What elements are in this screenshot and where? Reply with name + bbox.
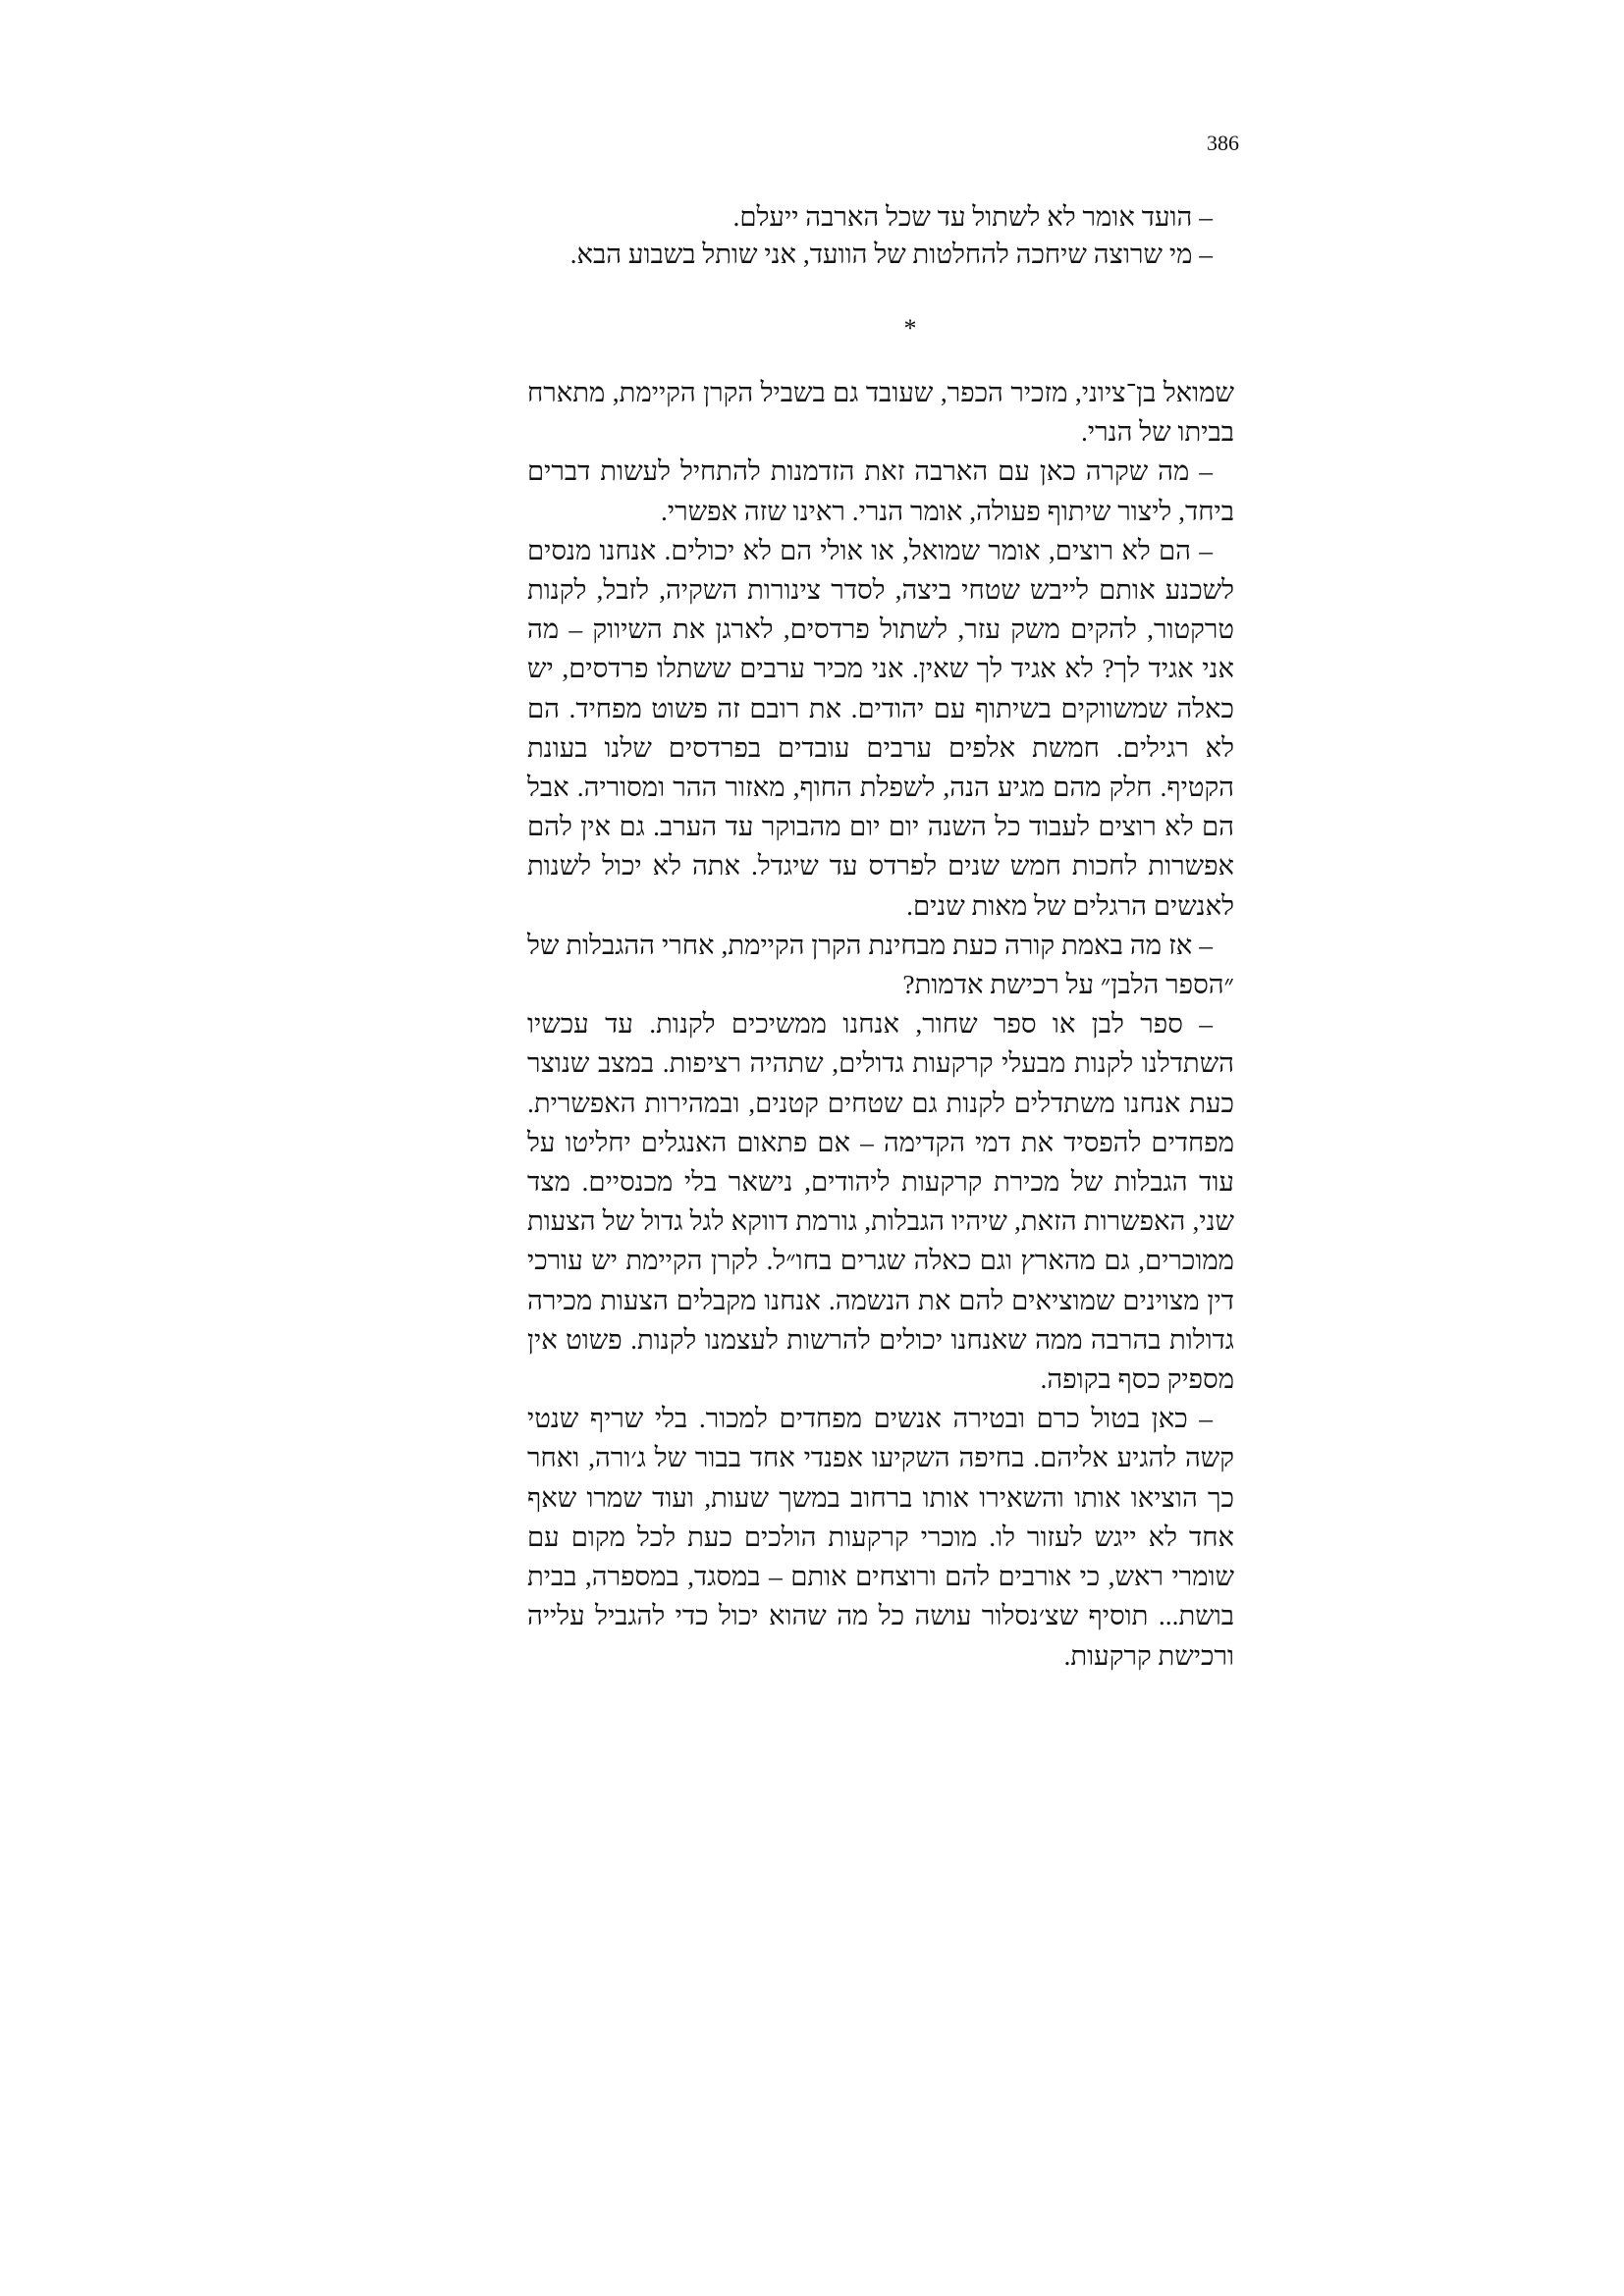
page-number: 386 — [1207, 131, 1239, 155]
dialog-line: – מי שרוצה שיחכה להחלטות של הוועד, אני שותל בשבוע הבא. — [569, 239, 1213, 269]
section-separator-asterisk: * — [903, 314, 917, 343]
paragraph: – מה שקרה כאן עם הארבה זאת הזדמנות להתחיל לעשות דברים ביחד, ליצור שיתוף פעולה, אומר הנרי. ראינו שזה אפשרי. — [527, 455, 1234, 526]
paragraph: שמואל בן־ציוני, מזכיר הכפר, שעובד גם בשביל הקרן הקיימת, מתארח בביתו של הנרי. — [527, 377, 1234, 448]
paragraph: – אז מה באמת קורה כעת מבחינת הקרן הקיימת, אחרי ההגבלות של ״הספר הלבן״ על רכישת אדמות? — [527, 929, 1234, 1000]
paragraph: – כאן בטול כרם ובטירה אנשים מפחדים למכור. בלי שריף שנטי קשה להגיע אליהם. בחיפה השקיעו אפנדי אחד בבור של ג׳ורה, ואחר כך הוציאו אותו והשאירו אותו ברחוב במשך שעות, ועוד שמרו שאף אחד לא ייגש לעזור לו. מוכרי קרקעות הולכים כעת לכל מקום עם שומרי ראש, כי אורבים להם ורוצחים אותם – במסגד, במספרה, בבית בושת... תוסיף שצ׳נסלור עושה כל מה שהוא יכול כדי להגביל עלייה ורכישת קרקעות. — [527, 1403, 1234, 1671]
text-column — [527, 198, 1234, 1676]
body-text — [527, 373, 1234, 1676]
paragraph: – הם לא רוצים, אומר שמואל, או אולי הם לא יכולים. אנחנו מנסים לשכנע אותם לייבש שטחי ביצה, לסדר צינורות השקיה, לזבל, לקנות טרקטור, להקים משק עזר, לשתול פרדסים, לארגן את השיווק – מה אני אגיד לך? לא אגיד לך שאין. אני מכיר ערבים ששתלו פרדסים, יש כאלה שמשווקים בשיתוף עם יהודים. את רובם זה פשוט מפחיד. הם לא רגילים. חמשת אלפים ערבים עובדים בפרדסים שלנו בעונת הקטיף. חלק מהם מגיע הנה, לשפלת החוף, מאזור ההר ומסוריה. אבל הם לא רוצים לעבוד כל השנה יום יום מהבוקר עד הערב. גם אין להם אפשרות לחכות חמש שנים לפרדס עד שיגדל. אתה לא יכול לשנות לאנשים הרגלים של מאות שנים. — [527, 534, 1234, 921]
paragraph: – ספר לבן או ספר שחור, אנחנו ממשיכים לקנות. עד עכשיו השתדלנו לקנות מבעלי קרקעות גדולים, שתהיה רציפות. במצב שנוצר כעת אנחנו משתדלים לקנות גם שטחים קטנים, ובמהירות האפשרית. מפחדים להפסיד את דמי הקדימה – אם פתאום האנגלים יחליטו על עוד הגבלות של מכירת קרקעות ליהודים, נישאר בלי מכנסיים. מצד שני, האפשרות הזאת, שיהיו הגבלות, גורמת דווקא לגל גדול של הצעות ממוכרים, גם מהארץ וגם כאלה שגרים בחו״ל. לקרן הקיימת יש עורכי דין מצוינים שמוציאים להם את הנשמה. אנחנו מקבלים הצעות מכירה גדולות בהרבה ממה שאנחנו יכולים להרשות לעצמנו לקנות. פשוט אין מספיק כסף בקופה. — [527, 1008, 1234, 1395]
dialog-line: – הועד אומר לא לשתול עד שכל הארבה ייעלם. — [732, 201, 1213, 232]
dialog-block — [527, 198, 1234, 273]
